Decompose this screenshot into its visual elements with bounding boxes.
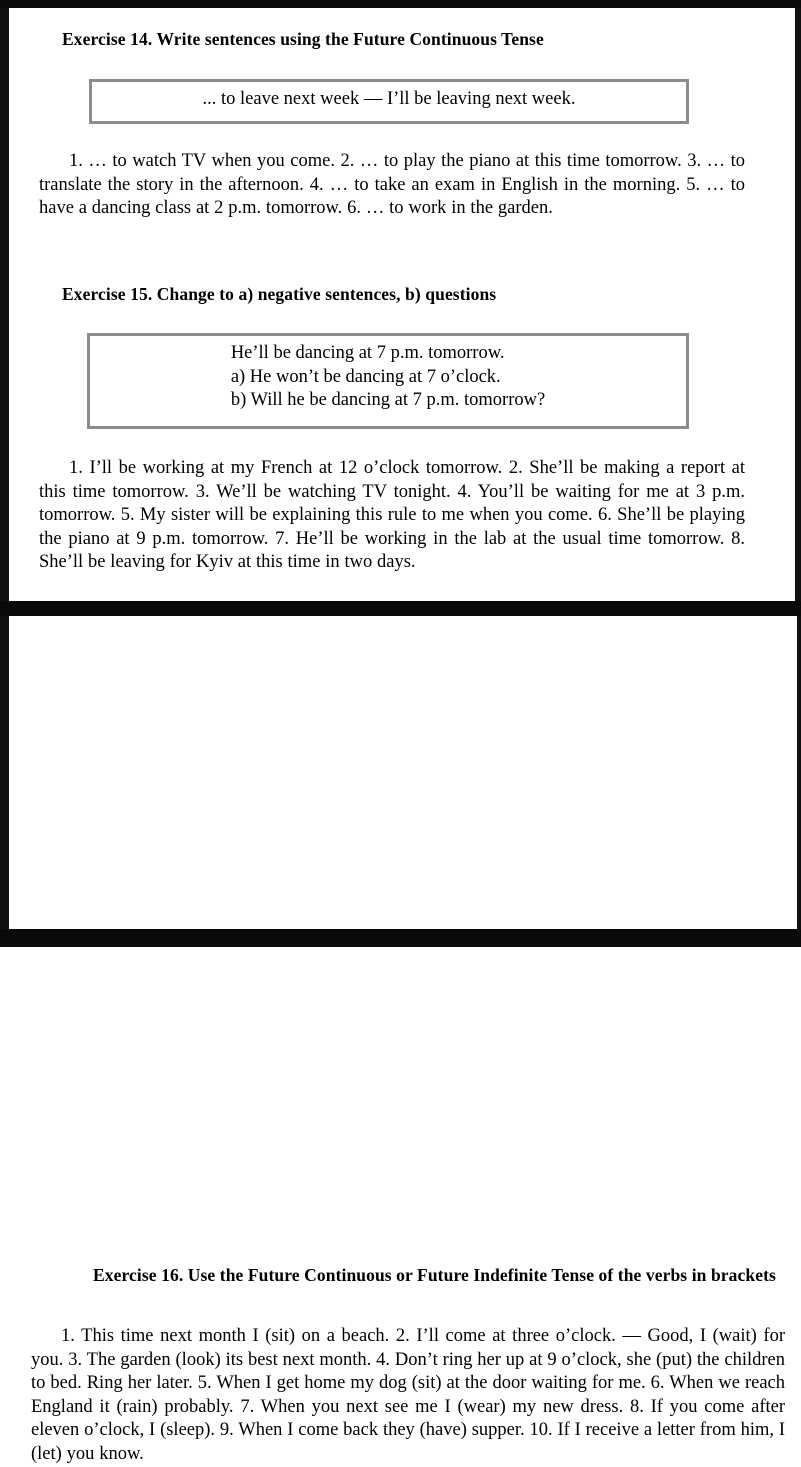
scan-gutter-right-lower [797,616,801,930]
scan-gutter-left-lower [0,616,9,930]
scan-gutter-left-upper [0,8,9,602]
exercise-14-example-line-1: ... to leave next week — I’ll be leaving next week. [202,89,576,109]
exercise-15-heading: Exercise 15. Change to a) negative sentences, b) questions [62,284,497,304]
scan-gutter-right-upper [795,8,801,602]
scan-band-top [0,0,801,8]
exercise-15-example-box [87,333,689,429]
exercise-15-example-block [100,342,676,413]
exercise-15-example-lines [231,342,545,413]
exercise-14-heading: Exercise 14. Write sentences using the Future Continuous Tense [62,29,544,49]
exercise-15-example-line-3: b) Will he be dancing at 7 p.m. tomorrow? [230,390,546,410]
exercise-15-example-line-1: He’ll be dancing at 7 p.m. tomorrow. [230,343,505,363]
exercise-14-body-text: 1. … to watch TV when you come. 2. … to play the piano at this time tomorrow. 3. … to translate the story in the afternoon. 4. … to take an exam in English in the morning. 5. … to have a dancing class at 2 p.m. tomorrow. 6. … to work in the garden. [39,151,745,219]
exercise-16-body-text: 1. This time next month I (sit) on a beach. 2. I’ll come at three o’clock. — Good, I (wait) for you. 3. The garden (look) its best next month. 4. Don’t ring her up at 9 o’clock, she (put) the children to bed. Ring her later. 5. When I get home my dog (sit) at the door waiting for me. 6. When we reach England it (rain) probably. 7. When you next see me I (wear) my new dress. 8. If you come after eleven o’clock, I (sleep). 9. When I come back they (have) supper. 10. If I receive a letter from him, I (let) you know. [31,1326,785,1464]
exercise-15-body-text: 1. I’ll be working at my French at 12 o’clock tomorrow. 2. She’ll be making a report at this time tomorrow. 3. We’ll be watching TV tonight. 4. You’ll be waiting for me at 3 p.m. tomorrow. 5. My sister will be explaining this rule to me when you come. 6. She’ll be playing the piano at 9 p.m. tomorrow. 7. He’ll be working in the lab at the usual time tomorrow. 8. She’ll be leaving for Kyiv at this time in two days. [39,458,745,573]
page-section-lower [9,616,797,1464]
page-section-upper [9,8,795,601]
scan-band-middle [0,601,801,616]
exercise-16-heading: Exercise 16. Use the Future Continuous or Future Indefinite Tense of the verbs in brackets [93,1265,776,1285]
exercise-14-example-box [89,79,689,124]
exercise-15-example-line-2: a) He won’t be dancing at 7 o’clock. [230,366,501,387]
scan-band-bottom [0,929,801,947]
